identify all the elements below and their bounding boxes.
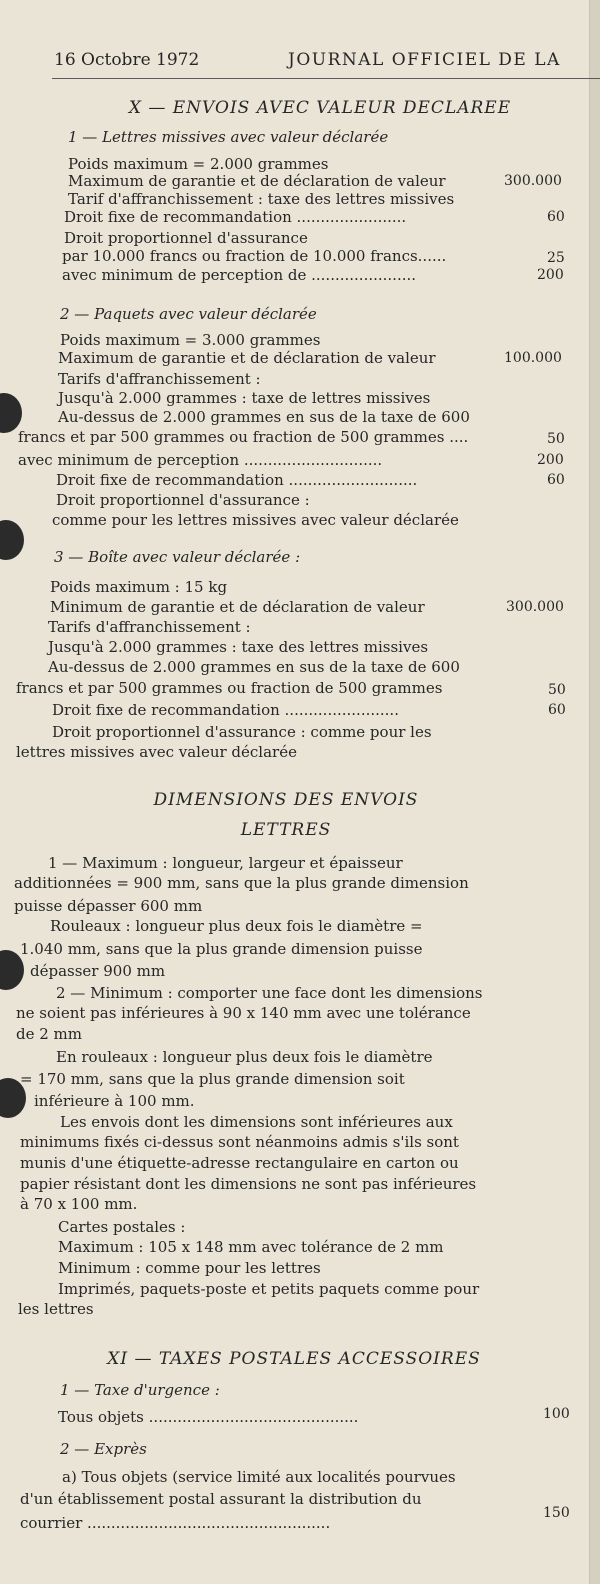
value: 300.000	[504, 173, 562, 189]
value: 150	[543, 1505, 570, 1521]
line: Rouleaux : longueur plus deux fois le diamètre =	[50, 917, 423, 935]
line: Poids maximum = 2.000 grammes	[68, 155, 329, 173]
line: Maximum : 105 x 148 mm avec tolérance de 2 mm	[58, 1238, 444, 1256]
line: Droit proportionnel d'assurance :	[56, 491, 310, 509]
subsection-urgence: 1 — Taxe d'urgence :	[60, 1381, 220, 1399]
line: d'un établissement postal assurant la distribution du	[20, 1490, 422, 1508]
line: Minimum : comme pour les lettres	[58, 1259, 321, 1277]
section-x-title: X — ENVOIS AVEC VALEUR DECLAREE	[128, 98, 512, 118]
line: papier résistant dont les dimensions ne sont pas inférieures	[20, 1175, 477, 1193]
line: de 2 mm	[16, 1025, 83, 1043]
line: puisse dépasser 600 mm	[14, 897, 203, 915]
line: Maximum de garantie et de déclaration de valeur	[68, 172, 446, 190]
header-date: 16 Octobre 1972	[54, 50, 200, 70]
line: Tarif d'affranchissement : taxe des lettres missives	[68, 190, 455, 208]
subsection-expres: 2 — Exprès	[60, 1440, 147, 1458]
line: 1.040 mm, sans que la plus grande dimension puisse	[20, 940, 423, 958]
page-edge	[589, 0, 600, 1584]
line: avec minimum de perception .............................	[18, 451, 383, 469]
line: lettres missives avec valeur déclarée	[16, 743, 297, 761]
line: Les envois dont les dimensions sont inférieures aux	[60, 1113, 453, 1131]
line: Jusqu'à 2.000 grammes : taxe de lettres missives	[58, 389, 431, 407]
line: Droit fixe de recommandation ...........................	[56, 471, 418, 489]
line: 1 — Maximum : longueur, largeur et épaisseur	[48, 854, 403, 872]
line: par 10.000 francs ou fraction de 10.000 francs......	[62, 247, 447, 265]
line: Droit proportionnel d'assurance	[64, 229, 308, 247]
line: En rouleaux : longueur plus deux fois le diamètre	[56, 1048, 433, 1066]
subsection-boite: 3 — Boîte avec valeur déclarée :	[54, 548, 301, 566]
value: 100	[543, 1406, 570, 1422]
line: ne soient pas inférieures à 90 x 140 mm avec une tolérance	[16, 1004, 471, 1022]
value: 60	[548, 702, 566, 718]
dimensions-title: DIMENSIONS DES ENVOIS	[153, 790, 419, 810]
value: 25	[547, 250, 565, 266]
line: dépasser 900 mm	[30, 962, 166, 980]
line: Poids maximum : 15 kg	[50, 578, 228, 596]
section-xi-title: XI — TAXES POSTALES ACCESSOIRES	[107, 1349, 481, 1369]
line: = 170 mm, sans que la plus grande dimension soit	[20, 1070, 405, 1088]
line: additionnées = 900 mm, sans que la plus grande dimension	[14, 874, 469, 892]
page-header	[52, 48, 600, 79]
subsection-lettres: 1 — Lettres missives avec valeur déclarée	[68, 128, 389, 146]
subsection-paquets: 2 — Paquets avec valeur déclarée	[60, 305, 317, 323]
line: avec minimum de perception de ......................	[62, 266, 417, 284]
line: comme pour les lettres missives avec valeur déclarée	[52, 511, 459, 529]
line: Poids maximum = 3.000 grammes	[60, 331, 321, 349]
line: Cartes postales :	[58, 1218, 186, 1236]
line: a) Tous objets (service limité aux localités pourvues	[62, 1468, 456, 1486]
line: Droit fixe de recommandation ........................	[52, 701, 399, 719]
line: Droit proportionnel d'assurance : comme pour les	[52, 723, 432, 741]
value: 300.000	[506, 599, 564, 615]
line: Imprimés, paquets-poste et petits paquets comme pour	[58, 1280, 480, 1298]
value: 50	[548, 682, 566, 698]
header-journal-title: JOURNAL OFFICIEL DE LA	[288, 50, 561, 70]
value: 200	[537, 267, 564, 283]
value: 200	[537, 452, 564, 468]
line: Tous objets ............................................	[58, 1408, 359, 1426]
line: minimums fixés ci-dessus sont néanmoins admis s'ils sont	[20, 1133, 459, 1151]
line: francs et par 500 grammes ou fraction de 500 grammes ....	[18, 428, 469, 446]
line: Tarifs d'affranchissement :	[58, 370, 261, 388]
line: les lettres	[18, 1300, 94, 1318]
line: Tarifs d'affranchissement :	[48, 618, 251, 636]
line: à 70 x 100 mm.	[20, 1195, 138, 1213]
value: 60	[547, 472, 565, 488]
value: 100.000	[504, 350, 562, 366]
line: Au-dessus de 2.000 grammes en sus de la taxe de 600	[48, 658, 460, 676]
punch-hole	[0, 393, 22, 433]
line: francs et par 500 grammes ou fraction de 500 grammes	[16, 679, 443, 697]
line: Jusqu'à 2.000 grammes : taxe des lettres missives	[48, 638, 429, 656]
line: Maximum de garantie et de déclaration de valeur	[58, 349, 436, 367]
line: Au-dessus de 2.000 grammes en sus de la taxe de 600	[58, 408, 470, 426]
value: 50	[547, 431, 565, 447]
line: Droit fixe de recommandation .......................	[64, 208, 407, 226]
dimensions-subtitle: LETTRES	[240, 820, 332, 840]
line: munis d'une étiquette-adresse rectangulaire en carton ou	[20, 1154, 459, 1172]
line: Minimum de garantie et de déclaration de valeur	[50, 598, 425, 616]
line: courrier ...................................................	[20, 1514, 331, 1532]
line: 2 — Minimum : comporter une face dont les dimensions	[56, 984, 483, 1002]
line: inférieure à 100 mm.	[34, 1092, 195, 1110]
value: 60	[547, 209, 565, 225]
punch-hole	[0, 520, 24, 560]
